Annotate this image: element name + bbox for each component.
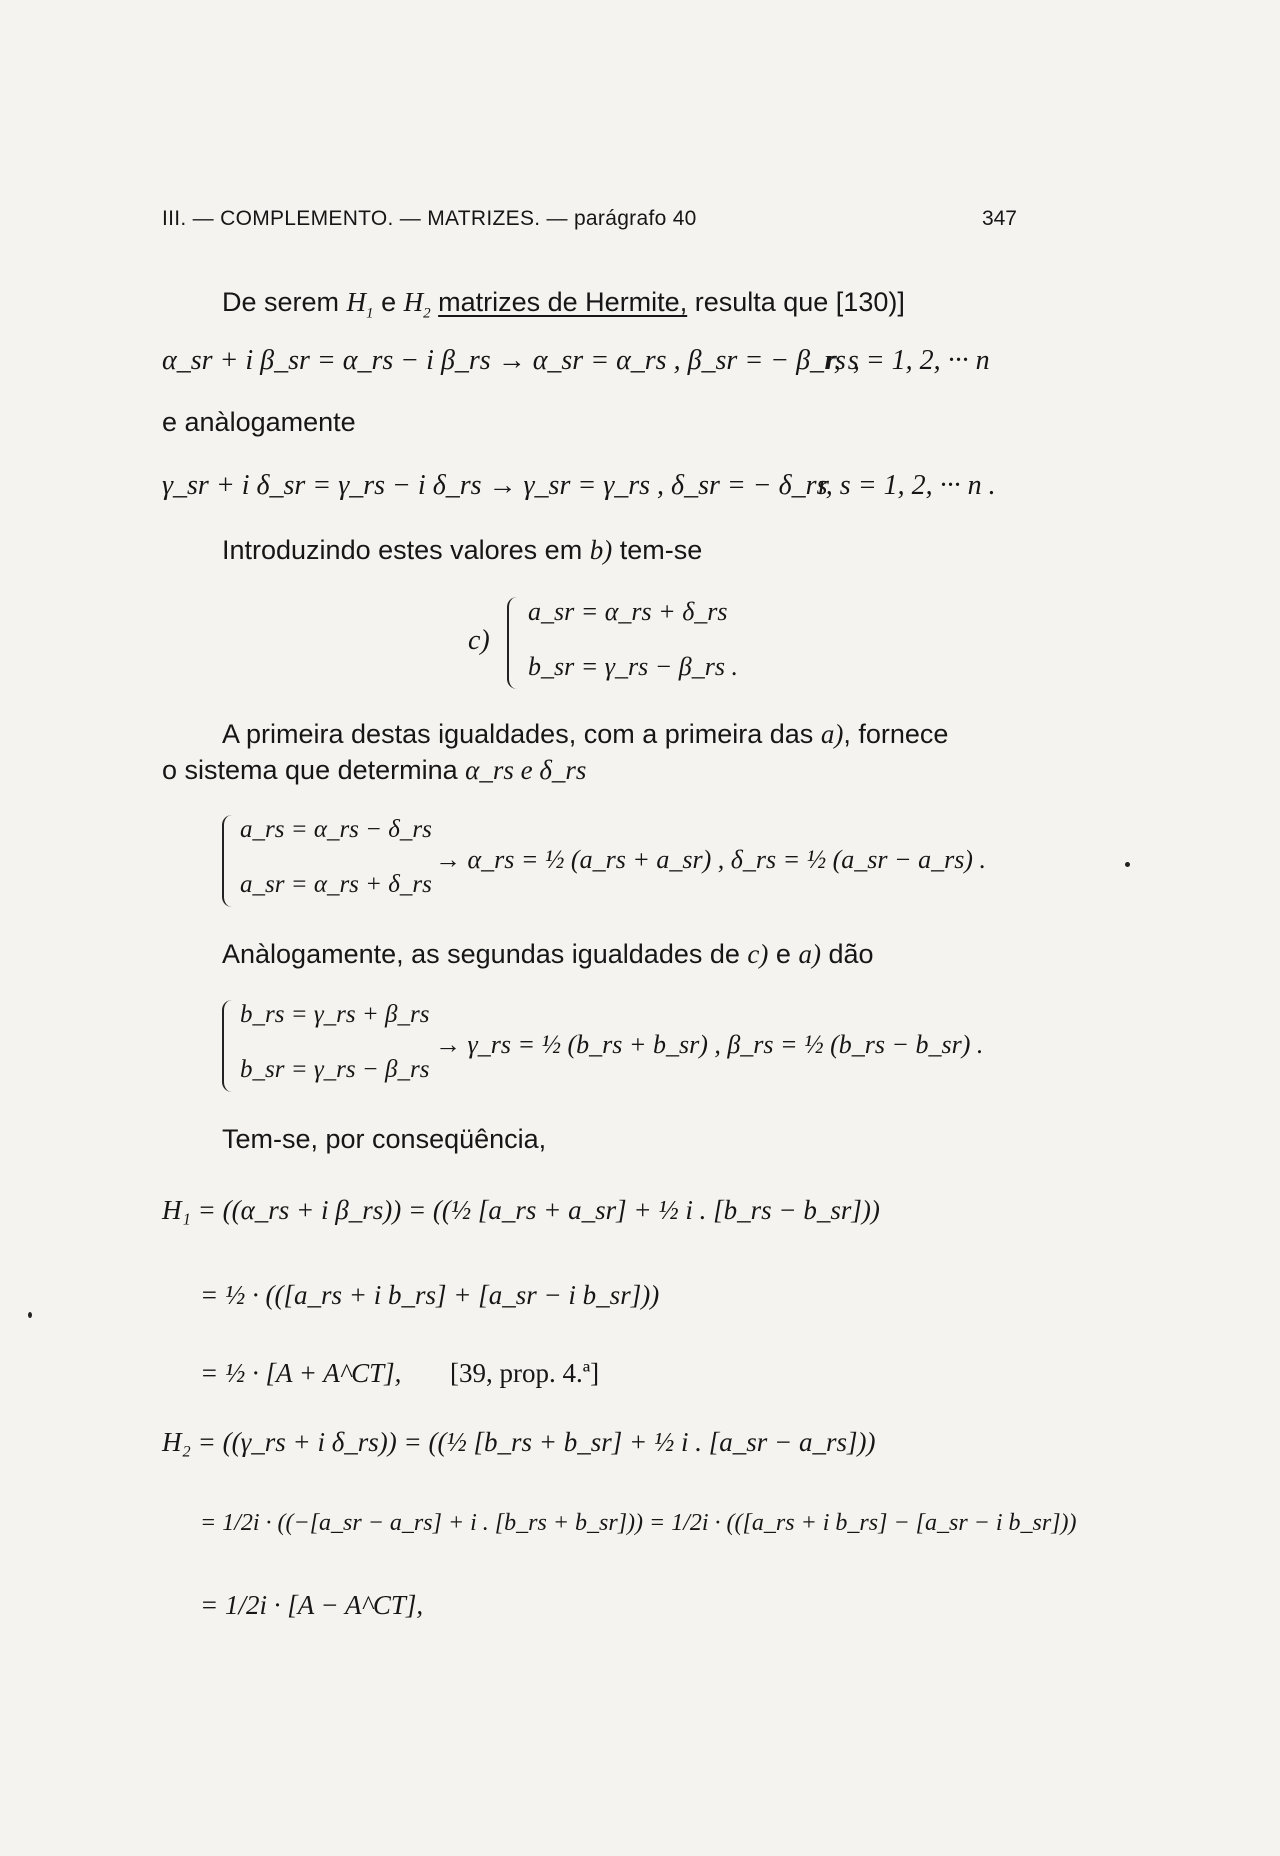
h1-symbol: $H_1$: [346, 287, 374, 322]
equation-2-index: r, s = 1, 2, ··· n .: [818, 470, 996, 501]
system-c-line2: b_sr = γ_rs − β_rs .: [528, 652, 738, 681]
system-1-line2: a_sr = α_rs + δ_rs: [240, 871, 432, 898]
h1-line3: = ½ · [A + A^CT],: [200, 1358, 402, 1388]
h2-line2: = 1/2i · ((−[a_sr − a_rs] + i . [b_rs + b_sr])) = 1/2i · (([a_rs + i b_rs] − [a_sr − i b_sr])): [200, 1510, 1077, 1536]
system-c-label: c): [468, 625, 490, 656]
paragraph-5: Anàlogamente, as segundas igualdades de c) e a) dão: [222, 939, 874, 969]
p1-prefix: De serem: [222, 287, 340, 317]
h1-line2: = ½ · (([a_rs + i b_rs] + [a_sr − i b_sr])): [200, 1280, 660, 1310]
page-number: 347: [981, 207, 1017, 230]
h1-reference: [39, prop. 4.ª]: [450, 1358, 600, 1388]
equation-2: γ_sr + i δ_sr = γ_rs − i δ_rs → γ_sr = γ_rs , δ_sr = − δ_rs: [162, 470, 828, 501]
paragraph-2: e anàlogamente: [162, 407, 356, 437]
section-title: III. — COMPLEMENTO. — MATRIZES. — parágrafo 40: [162, 207, 697, 230]
h2-line1: H₂ = ((γ_rs + i δ_rs)) = ((½ [b_rs + b_sr] + ½ i . [a_sr − a_rs])): [162, 1427, 876, 1457]
ref-a: a): [820, 719, 844, 749]
paragraph-4-line2: o sistema que determina α_rs e δ_rs: [162, 755, 587, 785]
system-1-result: → α_rs = ½ (a_rs + a_sr) , δ_rs = ½ (a_sr − a_rs) .: [435, 845, 986, 874]
system-c-line1: a_sr = α_rs + δ_rs: [528, 597, 728, 626]
h2-symbol: $H_2$: [403, 287, 431, 322]
paragraph-6: Tem-se, por conseqüência,: [222, 1124, 547, 1154]
system-1-brace: [222, 815, 236, 907]
alpha-delta-vars: α_rs e δ_rs: [465, 755, 587, 785]
ref-c: c): [747, 939, 769, 969]
h1-line1: H₁ = ((α_rs + i β_rs)) = ((½ [a_rs + a_sr] + ½ i . [b_rs − b_sr])): [162, 1195, 880, 1225]
scan-speck: [1125, 862, 1130, 867]
scan-speck: [28, 1312, 32, 1318]
ref-a2: a): [798, 939, 821, 969]
equation-1: α_sr + i β_sr = α_rs − i β_rs → α_sr = α_rs , β_sr = − β_rs ,: [162, 345, 860, 376]
paragraph-1: [222, 285, 1022, 324]
system-2-line2: b_sr = γ_rs − β_rs: [240, 1056, 430, 1083]
p1-conj: e: [381, 287, 397, 317]
running-header: [162, 207, 1017, 231]
h2-line3: = 1/2i · [A − A^CT],: [200, 1590, 424, 1620]
system-1-line1: a_rs = α_rs − δ_rs: [240, 816, 432, 843]
p1-underlined: matrizes de Hermite,: [438, 287, 688, 317]
p1-suffix: resulta que [130)]: [694, 287, 905, 317]
system-c-brace: [507, 597, 521, 689]
system-2-line1: b_rs = γ_rs + β_rs: [240, 1001, 430, 1028]
paragraph-3: Introduzindo estes valores em b) tem-se: [222, 535, 703, 565]
system-2-brace: [222, 1000, 236, 1092]
system-2-result: → γ_rs = ½ (b_rs + b_sr) , β_rs = ½ (b_rs − b_sr) .: [435, 1030, 984, 1059]
ref-b: b): [589, 535, 613, 565]
equation-1-index: r, s = 1, 2, ··· n: [826, 345, 990, 376]
paragraph-4-line1: A primeira destas igualdades, com a primeira das a), fornece: [222, 719, 949, 749]
